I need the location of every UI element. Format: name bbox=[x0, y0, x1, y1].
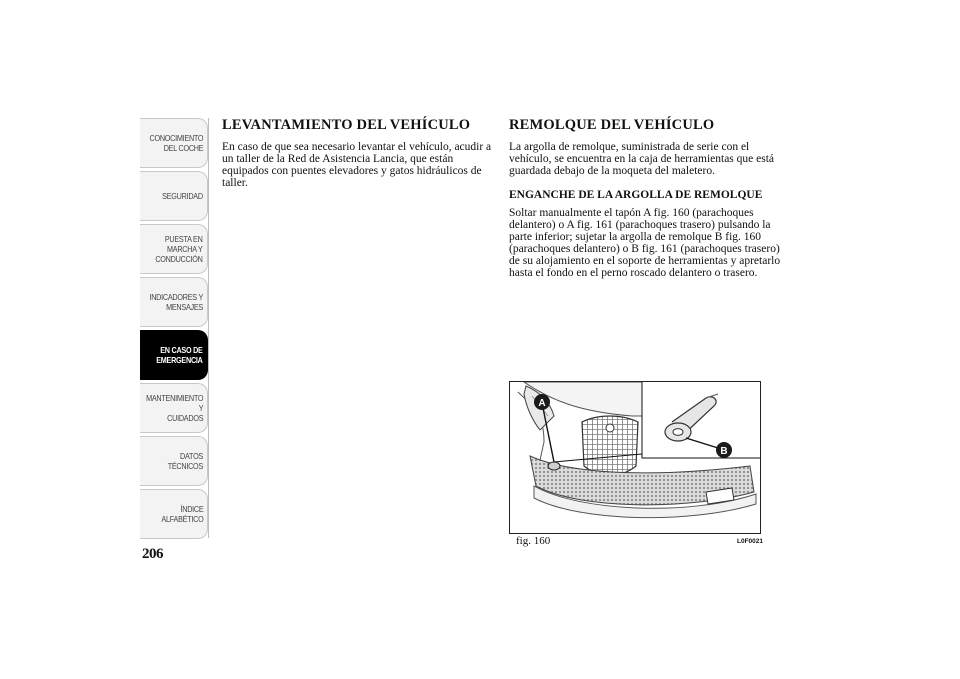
tab-mantenimiento-y-cuidados[interactable] bbox=[140, 383, 208, 433]
paragraph-enganche: Soltar manualmente el tapón A fig. 160 (parachoques delantero) o A fig. 161 (parachoques trasero) pulsando la parte inferior; sujetar la argolla de remolque B fig. 160 (parachoques delantero) o B fig. 161 (parachoques trasero) de su alojamiento en el soporte de herramientas y apretarlo hasta el fondo en el perno roscado delantero o trasero. bbox=[509, 207, 781, 279]
section-title-remolque: REMOLQUE DEL VEHÍCULO bbox=[509, 117, 715, 133]
paragraph-remolque-intro: La argolla de remolque, suministrada de serie con el vehículo, se encuentra en la caja de herramientas que está guardada debajo de la moqueta del maletero. bbox=[509, 141, 775, 177]
tab-label: PUESTA EN MARCHA Y CONDUCCIÓN bbox=[155, 234, 203, 264]
tab-datos-tecnicos[interactable] bbox=[140, 436, 208, 486]
right-column bbox=[509, 117, 784, 279]
figure-160 bbox=[509, 381, 761, 534]
label-b: B bbox=[720, 446, 728, 457]
figure-caption: fig. 160 bbox=[516, 535, 551, 547]
tab-puesta-en-marcha[interactable] bbox=[140, 224, 208, 274]
paragraph-levantamiento: En caso de que sea necesario levantar el vehículo, acudir a un taller de la Red de Asistencia Lancia, que están equipados con puentes elevadores y gatos hidráulicos de taller. bbox=[222, 141, 492, 189]
tab-label: CONOCIMIENTO DEL COCHE bbox=[149, 133, 203, 153]
page-number: 206 bbox=[142, 546, 163, 562]
bumper-illustration bbox=[510, 382, 760, 533]
tab-label: INDICADORES Y MENSAJES bbox=[149, 292, 204, 312]
figure-code: L0F0021 bbox=[737, 538, 764, 545]
tab-indice-alfabetico[interactable] bbox=[140, 489, 208, 539]
tab-label: SEGURIDAD bbox=[162, 191, 203, 201]
tab-label: EN CASO DE EMERGENCIA bbox=[156, 345, 203, 365]
tab-label: ÍNDICE ALFABÉTICO bbox=[160, 504, 203, 524]
tab-rail-divider bbox=[208, 118, 209, 538]
tab-label: MANTENIMIENTO Y CUIDADOS bbox=[145, 393, 203, 423]
tab-indicadores-y-mensajes[interactable] bbox=[140, 277, 208, 327]
tab-seguridad[interactable] bbox=[140, 171, 208, 221]
label-a: A bbox=[538, 398, 546, 409]
subsection-title-enganche: ENGANCHE DE LA ARGOLLA DE REMOLQUE bbox=[509, 189, 763, 201]
section-tabs bbox=[140, 118, 211, 542]
section-title-levantamiento: LEVANTAMIENTO DEL VEHÍCULO bbox=[222, 117, 471, 133]
tab-en-caso-de-emergencia[interactable] bbox=[140, 330, 208, 380]
tab-label: DATOS TÉCNICOS bbox=[167, 451, 203, 471]
left-column bbox=[222, 117, 492, 189]
tab-conocimiento-del-coche[interactable] bbox=[140, 118, 208, 168]
